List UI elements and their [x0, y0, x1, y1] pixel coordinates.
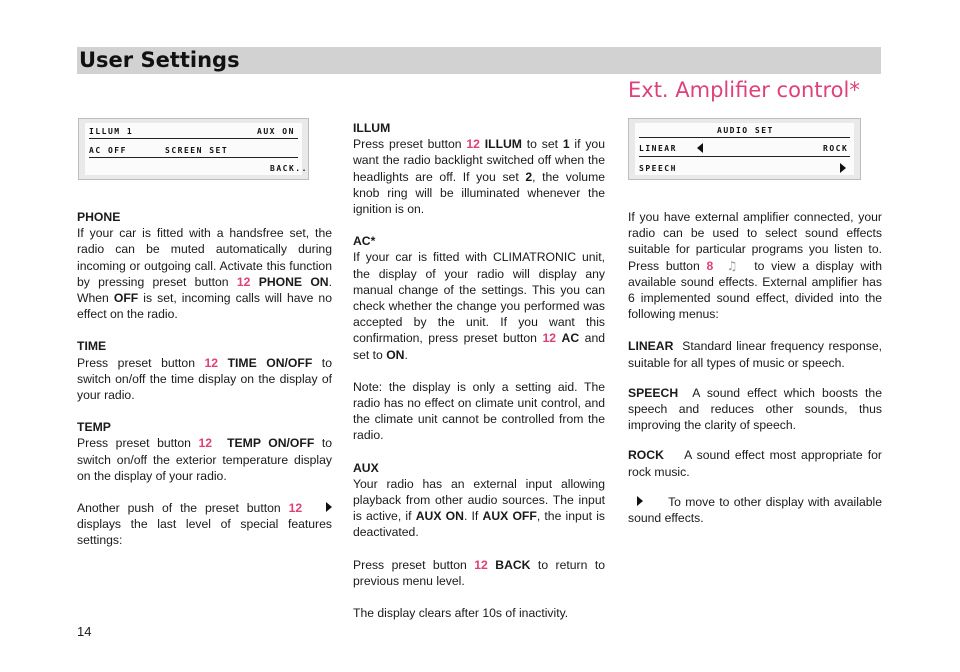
key-label: ON	[386, 347, 405, 362]
rock-definition	[628, 447, 882, 479]
illum-section	[353, 120, 605, 217]
body-text: Another push of the preset button	[77, 501, 289, 516]
body-text: Press preset button	[353, 557, 475, 572]
body-text: Press preset button	[353, 137, 467, 152]
temp-heading: TEMP	[77, 420, 111, 435]
column-1	[77, 209, 332, 565]
phone-section	[77, 209, 332, 322]
column-2	[353, 120, 605, 637]
note-section: Note: the display is only a setting aid. The radio has no effect on climate unit control, and the climate unit cannot be controlled from the radio.	[353, 379, 605, 443]
button-number: 12	[474, 557, 488, 572]
key-label: PHONE ON	[258, 274, 329, 289]
button-number: 8	[706, 258, 714, 273]
button-number: 12	[198, 436, 213, 451]
key-label: OFF	[113, 291, 139, 306]
menu-term: SPEECH	[628, 385, 679, 400]
body-text: . If	[463, 509, 483, 524]
key-label: TEMP ON/OFF	[227, 436, 315, 451]
body-text: to view a display with available sound effects. External amplifier has 6 implemented sound effect, divided into the following menus:	[628, 258, 883, 322]
body-text: to switch on/off the time display on the display of your radio.	[77, 355, 332, 403]
display-text: AUX ON	[257, 127, 295, 136]
amplifier-intro	[628, 209, 882, 322]
key-label: ILLUM	[484, 137, 522, 152]
body-text: If your car is fitted with a handsfree set, the radio can be muted automatically during incoming or outgoing call. Activate this function by pressing preset button	[77, 226, 332, 289]
body-text: Your radio has an external input allowing playback from other audio sources. The input is active, if	[353, 476, 605, 524]
body-text: displays the last level of special features settings:	[77, 517, 332, 548]
illum-heading: ILLUM	[353, 121, 391, 135]
body-text: Press preset button	[77, 436, 199, 451]
key-label: AC	[561, 331, 580, 346]
body-text: and set to	[353, 331, 605, 362]
page-number: 14	[77, 624, 92, 639]
button-number: 12	[466, 137, 480, 152]
time-section	[77, 338, 332, 403]
arrow-right-icon	[840, 163, 846, 173]
phone-heading: PHONE	[77, 210, 121, 224]
button-number: 12	[204, 355, 219, 370]
display-text: ILLUM 1	[89, 127, 134, 136]
key-label: TIME ON/OFF	[227, 355, 313, 370]
key-label: AUX ON	[415, 509, 464, 524]
arrow-right-icon	[326, 502, 332, 512]
display-text: LINEAR	[639, 144, 677, 153]
menu-term: LINEAR	[628, 339, 674, 354]
body-text: . When	[77, 274, 333, 306]
arrow-definition	[628, 494, 882, 526]
column-3	[628, 209, 882, 540]
display-text: AC OFF	[89, 146, 127, 155]
body-text: , the input is deactivated.	[353, 509, 605, 540]
display-text: SPEECH	[639, 164, 677, 173]
body-text: , the volume knob ring will be illuminated whenever the ignition is on.	[353, 169, 605, 217]
arrow-right-icon	[637, 496, 643, 506]
key-label: BACK	[495, 557, 531, 572]
body-text: to set	[521, 137, 563, 152]
display-text: ROCK	[823, 144, 849, 153]
button-number: 12	[542, 331, 556, 346]
aux-heading: AUX	[353, 460, 379, 475]
body-text: If your car is fitted with CLIMATRONIC unit, the display of your radio will display any manual change of the settings. This you can check whether the change you performed was accepted by the unit. If you want this confirmation, press preset button	[353, 250, 605, 346]
aux-section	[353, 460, 605, 541]
ac-section	[353, 233, 605, 363]
another-push-section	[77, 500, 332, 549]
body-text: is set, incoming calls will have no effect on the radio.	[77, 291, 332, 322]
display-screenshot-right	[628, 118, 861, 180]
temp-section	[77, 419, 332, 484]
speech-definition	[628, 385, 882, 434]
display-text: SCREEN SET	[165, 146, 229, 155]
display-screenshot-left	[78, 118, 309, 180]
display-text: BACK..	[270, 164, 308, 173]
button-number: 12	[288, 501, 303, 516]
linear-definition	[628, 338, 882, 370]
key-label: AUX OFF	[482, 509, 537, 524]
body-text: If you have external amplifier connected, your radio can be used to select sound effects suitable for particular programs you listen to. Press button	[628, 210, 882, 273]
body-text: to switch on/off the exterior temperature display on the display of your radio.	[77, 436, 332, 483]
menu-desc: A sound effect which boosts the speech and reduces other sounds, thus improving the clarity of speech.	[628, 385, 882, 433]
arrow-left-icon	[697, 143, 703, 153]
body-text: if you want the radio backlight switched off when the headlights are off. If you set	[353, 137, 605, 184]
body-text: to return to previous menu level.	[353, 557, 605, 588]
menu-desc: Standard linear frequency response, suitable for all types of music or speech.	[628, 339, 882, 370]
body-text: Press preset button	[77, 355, 205, 370]
ac-heading: AC*	[353, 234, 376, 249]
key-label: 1	[562, 137, 570, 152]
back-section	[353, 557, 605, 589]
menu-term: ROCK	[628, 448, 664, 463]
section-title: Ext. Amplifier control*	[628, 78, 860, 102]
display-text: AUDIO SET	[717, 126, 774, 135]
menu-desc: To move to other display with available sound effects.	[628, 494, 882, 526]
key-label: 2	[525, 169, 533, 184]
header-bar	[77, 47, 881, 74]
music-note-icon: ♫	[726, 258, 741, 273]
inactivity-note: The display clears after 10s of inactivity.	[353, 606, 569, 621]
time-heading: TIME	[77, 339, 107, 354]
menu-desc: A sound effect most appropriate for rock music.	[628, 448, 882, 479]
button-number: 12	[236, 274, 251, 289]
page-title: User Settings	[79, 48, 240, 72]
body-text: .	[404, 347, 408, 362]
